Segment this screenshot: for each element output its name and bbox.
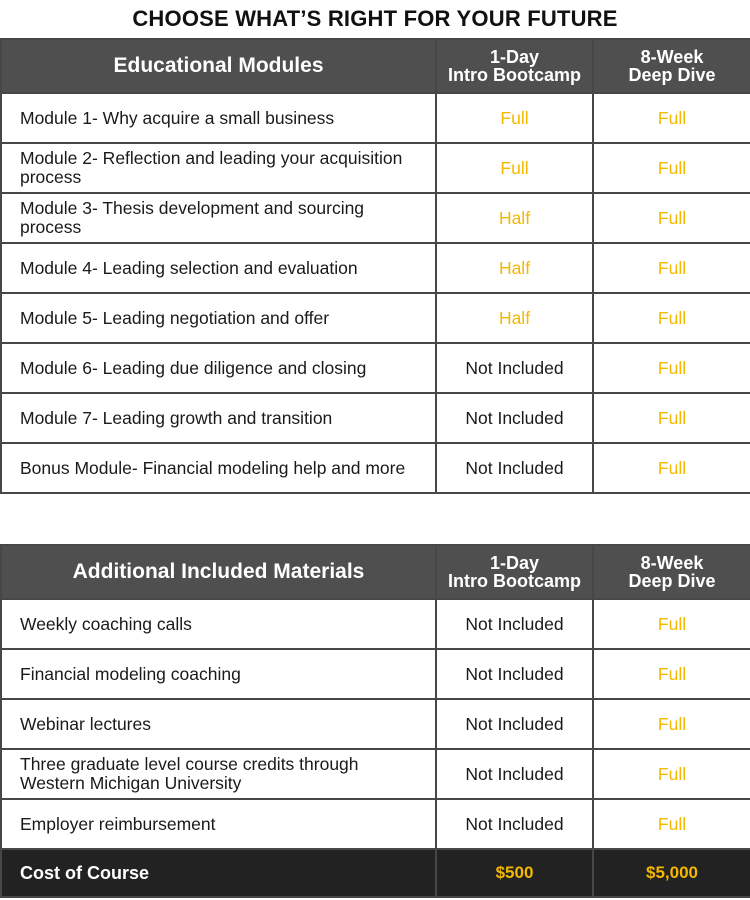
cost-row: [1, 849, 750, 897]
table-row: [1, 799, 750, 849]
material-name: Employer reimbursement: [1, 799, 436, 849]
deepdive-coverage: Full: [593, 699, 750, 749]
table-row: [1, 699, 750, 749]
module-name: Module 3- Thesis development and sourcing process: [1, 193, 436, 243]
cost-label: Cost of Course: [1, 849, 436, 897]
bootcamp-coverage: Full: [436, 143, 593, 193]
materials-comparison-table: [0, 544, 750, 898]
deepdive-coverage: Full: [593, 799, 750, 849]
bootcamp-coverage: Not Included: [436, 393, 593, 443]
table-row: [1, 343, 750, 393]
bootcamp-coverage: Full: [436, 93, 593, 143]
table-row: [1, 193, 750, 243]
plan-name: Deep Dive: [628, 571, 716, 591]
module-name: Module 7- Leading growth and transition: [1, 393, 436, 443]
bootcamp-coverage: Not Included: [436, 699, 593, 749]
table-row: [1, 293, 750, 343]
modules-header-row: [1, 39, 750, 93]
module-name: Module 4- Leading selection and evaluation: [1, 243, 436, 293]
deepdive-coverage: Full: [593, 243, 750, 293]
material-name: Financial modeling coaching: [1, 649, 436, 699]
material-name: Three graduate level course credits through Western Michigan University: [1, 749, 436, 799]
plan-name: Intro Bootcamp: [448, 571, 581, 591]
plan-name: Deep Dive: [628, 65, 716, 85]
deepdive-coverage: Full: [593, 443, 750, 493]
deepdive-coverage: Full: [593, 749, 750, 799]
modules-heading: Educational Modules: [1, 39, 436, 93]
bootcamp-coverage: Half: [436, 193, 593, 243]
table-row: [1, 93, 750, 143]
deepdive-price: $5,000: [593, 849, 750, 897]
bootcamp-price: $500: [436, 849, 593, 897]
module-name: Module 5- Leading negotiation and offer: [1, 293, 436, 343]
modules-comparison-table: [0, 38, 750, 494]
table-row: [1, 749, 750, 799]
plan-name: Intro Bootcamp: [448, 65, 581, 85]
table-row: [1, 243, 750, 293]
plan-duration: 8-Week: [640, 553, 704, 573]
materials-heading: Additional Included Materials: [1, 545, 436, 599]
table-row: [1, 649, 750, 699]
plan-header-bootcamp: [436, 545, 593, 599]
table-row: [1, 393, 750, 443]
material-name: Weekly coaching calls: [1, 599, 436, 649]
bootcamp-coverage: Not Included: [436, 443, 593, 493]
module-name: Bonus Module- Financial modeling help and more: [1, 443, 436, 493]
bootcamp-coverage: Not Included: [436, 649, 593, 699]
table-row: [1, 443, 750, 493]
module-name: Module 1- Why acquire a small business: [1, 93, 436, 143]
bootcamp-coverage: Half: [436, 293, 593, 343]
plan-duration: 1-Day: [489, 47, 540, 67]
bootcamp-coverage: Not Included: [436, 599, 593, 649]
deepdive-coverage: Full: [593, 293, 750, 343]
deepdive-coverage: Full: [593, 143, 750, 193]
materials-header-row: [1, 545, 750, 599]
plan-header-deepdive: [593, 545, 750, 599]
bootcamp-coverage: Not Included: [436, 343, 593, 393]
plan-header-deepdive: [593, 39, 750, 93]
bootcamp-coverage: Half: [436, 243, 593, 293]
table-row: [1, 599, 750, 649]
bootcamp-coverage: Not Included: [436, 799, 593, 849]
bootcamp-coverage: Not Included: [436, 749, 593, 799]
material-name: Webinar lectures: [1, 699, 436, 749]
page-title: CHOOSE WHAT’S RIGHT FOR YOUR FUTURE: [132, 6, 618, 31]
plan-duration: 1-Day: [489, 553, 540, 573]
deepdive-coverage: Full: [593, 393, 750, 443]
deepdive-coverage: Full: [593, 649, 750, 699]
deepdive-coverage: Full: [593, 93, 750, 143]
plan-header-bootcamp: [436, 39, 593, 93]
plan-duration: 8-Week: [640, 47, 704, 67]
deepdive-coverage: Full: [593, 599, 750, 649]
deepdive-coverage: Full: [593, 343, 750, 393]
table-row: [1, 143, 750, 193]
deepdive-coverage: Full: [593, 193, 750, 243]
module-name: Module 2- Reflection and leading your acquisition process: [1, 143, 436, 193]
module-name: Module 6- Leading due diligence and closing: [1, 343, 436, 393]
